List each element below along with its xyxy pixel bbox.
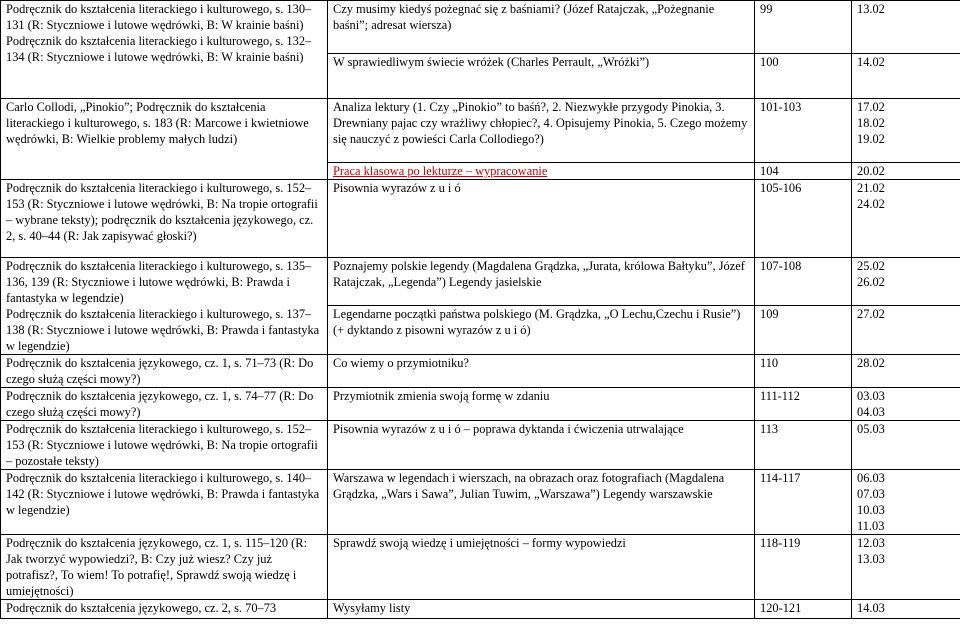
date-text: 10.03 bbox=[857, 503, 885, 517]
source-cell bbox=[1, 600, 328, 619]
table-row bbox=[1, 258, 960, 306]
pages-cell: 118-119 bbox=[755, 535, 852, 600]
source-cell bbox=[1, 1, 328, 99]
topic-cell: W sprawiedliwym świecie wróżek (Charles Perrault, „Wróżki”) bbox=[328, 54, 755, 99]
topic-cell: Warszawa w legendach i wierszach, na obrazach oraz fotografiach (Magdalena Grądzka, „Wars i Sawa”, Julian Tuwim, „Warszawa”) Legendy warszawskie bbox=[328, 470, 755, 535]
date-text: 17.02 bbox=[857, 100, 885, 114]
date-text: 21.02 bbox=[857, 181, 885, 195]
date-text: 04.03 bbox=[857, 405, 885, 419]
source-cell bbox=[1, 355, 328, 388]
pages-cell: 104 bbox=[755, 163, 852, 180]
pages-cell: 111-112 bbox=[755, 388, 852, 421]
dates-cell bbox=[852, 54, 960, 99]
pages-cell: 101-103 bbox=[755, 99, 852, 163]
pages-cell: 109 bbox=[755, 305, 852, 354]
source-cell bbox=[1, 180, 328, 258]
table-row bbox=[1, 180, 960, 258]
table-row bbox=[1, 600, 960, 619]
date-text: 24.02 bbox=[857, 197, 885, 211]
date-text: 27.02 bbox=[857, 306, 885, 321]
date-text: 13.02 bbox=[857, 2, 885, 16]
date-text: 05.03 bbox=[857, 422, 885, 436]
topic-cell: Sprawdź swoją wiedzę i umiejętności – formy wypowiedzi bbox=[328, 535, 755, 600]
table-row bbox=[1, 355, 960, 388]
pages-cell: 99 bbox=[755, 1, 852, 54]
topic-cell: Legendarne początki państwa polskiego (M. Grądzka, „O Lechu,Czechu i Rusie”) (+ dyktando z pisowni wyrazów z u i ó) bbox=[328, 305, 755, 354]
dates-cell bbox=[852, 421, 960, 470]
source-text: Podręcznik do kształcenia literackiego i kulturowego, s. 132–134 (R: Styczniowe i lutowe wędrówki, B: W krainie baśni) bbox=[6, 34, 312, 64]
dates-cell bbox=[852, 1, 960, 54]
source-cell bbox=[1, 258, 328, 355]
date-text: 12.03 bbox=[857, 536, 885, 550]
date-text: 18.02 bbox=[857, 116, 885, 130]
date-text: 11.03 bbox=[857, 519, 885, 533]
source-text: Carlo Collodi, „Pinokio”; Podręcznik do kształcenia literackiego i kulturowego, s. 183 (R: Marcowe i kwietniowe wędrówki, B: Wielkie problemy małych ludzi) bbox=[6, 100, 309, 146]
dates-cell bbox=[852, 388, 960, 421]
date-text: 25.02 bbox=[857, 259, 885, 273]
date-text: 13.03 bbox=[857, 552, 885, 566]
topic-cell: Pisownia wyrazów z u i ó – poprawa dyktanda i ćwiczenia utrwalające bbox=[328, 421, 755, 470]
source-cell bbox=[1, 99, 328, 180]
pages-cell: 113 bbox=[755, 421, 852, 470]
source-text: Podręcznik do kształcenia językowego, cz. 2, s. 70–73 bbox=[6, 601, 277, 615]
date-text: 28.02 bbox=[857, 356, 885, 370]
topic-cell: Poznajemy polskie legendy (Magdalena Grądzka, „Jurata, królowa Bałtyku”, Józef Ratajczak, „Legenda”) Legendy jasielskie bbox=[328, 258, 755, 306]
pages-cell: 105-106 bbox=[755, 180, 852, 258]
dates-cell bbox=[852, 305, 960, 354]
pages-cell: 107-108 bbox=[755, 258, 852, 306]
pages-cell: 120-121 bbox=[755, 600, 852, 619]
date-text: 06.03 bbox=[857, 471, 885, 485]
source-cell bbox=[1, 421, 328, 470]
table-row bbox=[1, 421, 960, 470]
pages-cell: 114-117 bbox=[755, 470, 852, 535]
pages-cell: 110 bbox=[755, 355, 852, 388]
date-text: 20.02 bbox=[857, 164, 885, 178]
dates-cell bbox=[852, 99, 960, 163]
table-row bbox=[1, 470, 960, 535]
source-cell bbox=[1, 470, 328, 535]
pages-cell: 100 bbox=[755, 54, 852, 99]
source-text: Podręcznik do kształcenia literackiego i kulturowego, s. 152–153 (R: Styczniowe i lutowe wędrówki, B: Na tropie ortografii – wybrane teksty); podręcznik do kształcenia językowego, cz. 2, s. 40–44 (R: Jak zapisywać głoski?) bbox=[6, 181, 318, 243]
topic-cell: Pisownia wyrazów z u i ó bbox=[328, 180, 755, 258]
date-text: 07.03 bbox=[857, 487, 885, 501]
dates-cell bbox=[852, 355, 960, 388]
topic-cell: Analiza lektury (1. Czy „Pinokio” to baśń?, 2. Niezwykłe przygody Pinokia, 3. Drewniany pajac czy wrażliwy chłopiec?, 4. Opisujemy Pinokia, 5. Czego możemy się nauczyć z powieści Carla Collodiego?) bbox=[328, 99, 755, 163]
date-text: 26.02 bbox=[857, 275, 885, 289]
dates-cell bbox=[852, 258, 960, 306]
source-text: Podręcznik do kształcenia językowego, cz. 1, s. 115–120 (R: Jak tworzyć wypowiedzi?, B: Czy już wiesz? Czy już potrafisz?, To wiem! To potrafię!, Sprawdź swoją wiedzę i umiejętności) bbox=[6, 536, 307, 598]
table-row bbox=[1, 1, 960, 54]
dates-cell bbox=[852, 163, 960, 180]
table-row bbox=[1, 388, 960, 421]
source-text: Podręcznik do kształcenia literackiego i kulturowego, s. 152–153 (R: Styczniowe i lutowe wędrówki, B: Na tropie ortografii – pozostałe teksty) bbox=[6, 422, 318, 468]
topic-cell: Przymiotnik zmienia swoją formę w zdaniu bbox=[328, 388, 755, 421]
source-text: Podręcznik do kształcenia literackiego i kulturowego, s. 130–131 (R: Styczniowe i lutowe wędrówki, B: W krainie baśni) bbox=[6, 2, 312, 32]
topic-cell-test: Praca klasowa po lekturze – wypracowanie bbox=[328, 163, 755, 180]
topic-cell: Wysyłamy listy bbox=[328, 600, 755, 619]
source-text: Podręcznik do kształcenia literackiego i kulturowego, s. 140–142 (R: Styczniowe i lutowe wędrówki, B: Prawda i fantastyka w legendzie) bbox=[6, 471, 320, 517]
table-row bbox=[1, 535, 960, 600]
source-cell bbox=[1, 535, 328, 600]
date-text: 03.03 bbox=[857, 389, 885, 403]
date-text: 19.02 bbox=[857, 132, 885, 146]
source-text: Podręcznik do kształcenia językowego, cz. 1, s. 74–77 (R: Do czego służą części mowy?) bbox=[6, 389, 314, 419]
dates-cell bbox=[852, 600, 960, 619]
date-text: 14.03 bbox=[857, 601, 885, 615]
dates-cell bbox=[852, 470, 960, 535]
source-text: Podręcznik do kształcenia językowego, cz. 1, s. 71–73 (R: Do czego służą części mowy?) bbox=[6, 356, 314, 386]
source-text: Podręcznik do kształcenia literackiego i kulturowego, s. 135–136, 139 (R: Styczniowe i lutowe wędrówki, B: Prawda i fantastyka w legendzie) bbox=[6, 259, 312, 305]
topic-cell: Co wiemy o przymiotniku? bbox=[328, 355, 755, 388]
dates-cell bbox=[852, 535, 960, 600]
table-row bbox=[1, 99, 960, 163]
dates-cell bbox=[852, 180, 960, 258]
source-cell bbox=[1, 388, 328, 421]
date-text: 14.02 bbox=[857, 55, 885, 69]
source-text: Podręcznik do kształcenia literackiego i kulturowego, s. 137–138 (R: Styczniowe i lutowe wędrówki, B: Prawda i fantastyka w legendzie) bbox=[6, 307, 320, 353]
topic-cell: Czy musimy kiedyś pożegnać się z baśniami? (Józef Ratajczak, „Pożegnanie baśni”; adresat wiersza) bbox=[328, 1, 755, 54]
